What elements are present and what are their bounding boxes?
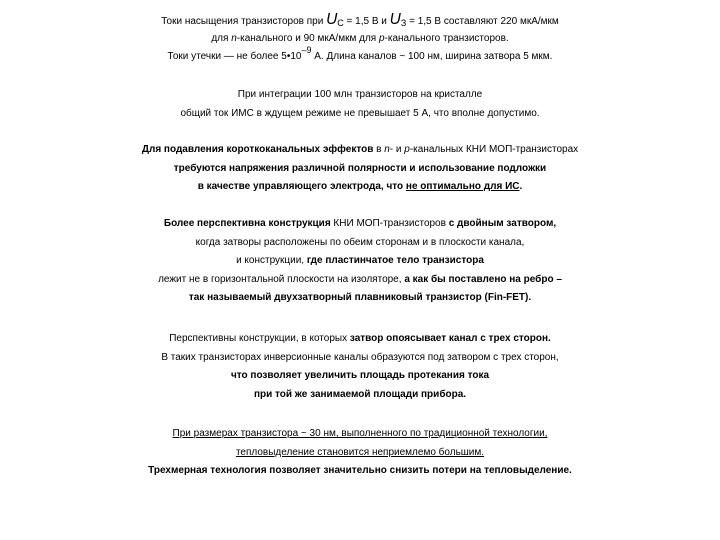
italic-n: n bbox=[231, 32, 237, 44]
text-run: = 1,5 В составляют 220 мкА/мкм bbox=[406, 16, 559, 27]
symbol-u: U bbox=[389, 11, 401, 28]
text-line bbox=[0, 11, 720, 30]
text-run: А. Длина каналов ~ 100 нм, ширина затвора 5 мкм. bbox=[311, 51, 553, 63]
bold-run: где пластинчатое тело транзистора bbox=[306, 255, 484, 267]
text-run: Токи насыщения транзисторов при bbox=[161, 16, 327, 27]
bold-run: Для подавления короткоканальных эффектов bbox=[141, 144, 374, 155]
paragraph-tri-gate bbox=[0, 330, 720, 404]
text-line: когда затворы расположены по обеим сторонам и в плоскости канала, bbox=[195, 236, 525, 248]
text-line: общий ток ИМС в ждущем режиме не превышает 5 А, что вполне допустимо. bbox=[180, 107, 540, 119]
text-line bbox=[0, 425, 720, 444]
bold-run: в качестве управляющего электрода, что bbox=[197, 181, 406, 193]
text-run: -канального транзисторов. bbox=[384, 32, 509, 44]
underlined-run: тепловыделение становится неприемлемо большим. bbox=[235, 446, 485, 458]
subscript: З bbox=[400, 18, 407, 28]
text-run: КНИ МОП-транзисторов bbox=[330, 218, 449, 229]
underlined-run: При размерах транзистора ~ 30 нм, выполненного по традиционной технологии, bbox=[172, 428, 548, 439]
subscript: С bbox=[337, 18, 344, 28]
superscript: –9 bbox=[301, 45, 312, 56]
symbol-u: U bbox=[326, 11, 338, 28]
text-line: Трехмерная технология позволяет значительно снизить потери на тепловыделение. bbox=[148, 465, 572, 477]
text-line bbox=[0, 271, 720, 290]
text-line bbox=[0, 215, 720, 234]
text-run: -канального и 90 мкА/мкм для bbox=[236, 32, 379, 44]
bold-run: затвор опоясывает канал с трех сторон. bbox=[349, 333, 551, 344]
text-line: при той же занимаемой площади прибора. bbox=[253, 388, 467, 400]
text-run: Токи утечки — не более 5•10 bbox=[167, 51, 302, 63]
paragraph-integration bbox=[0, 86, 720, 123]
italic-p: р bbox=[404, 144, 410, 155]
text-run: -канальных КНИ МОП-транзисторах bbox=[409, 144, 579, 155]
text-run: Перспективны конструкции, в которых bbox=[169, 333, 350, 344]
paragraph-short-channel bbox=[0, 141, 720, 197]
italic-p: р bbox=[378, 32, 385, 44]
text-run: в bbox=[373, 144, 385, 155]
text-run: - и bbox=[389, 144, 405, 155]
italic-n: n bbox=[384, 144, 390, 155]
text-run: лежит не в горизонтальной плоскости на изоляторе, bbox=[158, 273, 405, 285]
text-run: . bbox=[519, 181, 523, 193]
text-line: так называемый двухзатворный плавниковый транзистор (Fin-FET). bbox=[188, 292, 532, 304]
text-run: = 1,5 В и bbox=[343, 16, 390, 27]
paragraph-saturation-currents bbox=[0, 11, 720, 67]
text-line: При интеграции 100 млн транзисторов на кристалле bbox=[237, 89, 483, 100]
text-line bbox=[0, 330, 720, 349]
text-line: В таких транзисторах инверсионные каналы образуются под затвором с трех сторон, bbox=[161, 351, 559, 363]
bold-run: а как бы поставлено на ребро – bbox=[404, 273, 562, 285]
text-line bbox=[0, 252, 720, 271]
text-line bbox=[0, 141, 720, 160]
text-line bbox=[0, 444, 720, 463]
text-line: что позволяет увеличить площадь протекания тока bbox=[230, 370, 490, 382]
paragraph-double-gate bbox=[0, 215, 720, 308]
underlined-run: не оптимально для ИС bbox=[405, 181, 520, 193]
bold-run: Более перспективна конструкция bbox=[163, 218, 331, 229]
text-line: требуются напряжения различной полярности и использование подложки bbox=[173, 162, 547, 174]
paragraph-heat-dissipation bbox=[0, 425, 720, 481]
text-line bbox=[0, 178, 720, 197]
bold-run: с двойным затвором, bbox=[448, 218, 557, 229]
text-line bbox=[0, 30, 720, 49]
text-line bbox=[0, 45, 720, 67]
text-run: для bbox=[211, 32, 232, 44]
text-run: и конструкции, bbox=[236, 255, 307, 267]
